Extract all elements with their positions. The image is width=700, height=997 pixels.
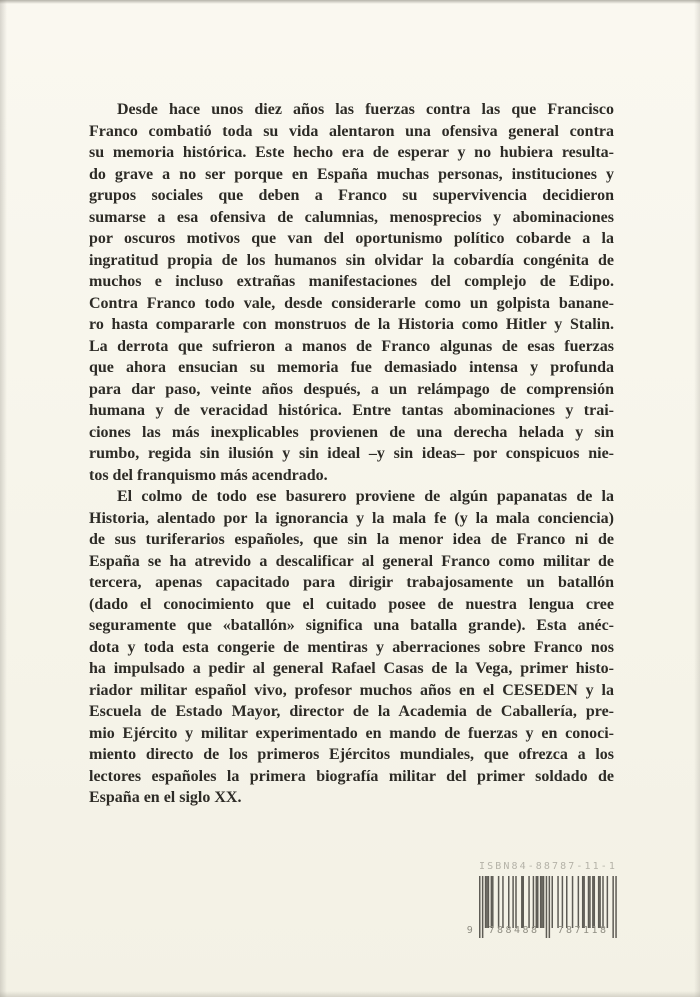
text-line: grupos sociales que deben a Franco su supervivencia decidieron bbox=[89, 187, 614, 204]
text-line: seguramente que «batallón» significa una batalla grande). Esta anéc- bbox=[89, 617, 614, 634]
text-line: sumarse a esa ofensiva de calumnias, menosprecios y abominaciones bbox=[89, 208, 614, 226]
text-line: Contra Franco todo vale, desde considerarle como un golpista banane- bbox=[89, 294, 614, 312]
text-line: Desde hace unos diez años las fuerzas contra las que Francisco bbox=[117, 101, 614, 118]
text-line: ro hasta compararle con monstruos de la Historia como Hitler y Stalin. bbox=[89, 316, 614, 333]
text-line: tercera, apenas capacitado para dirigir trabajosamente un batallón bbox=[89, 574, 614, 591]
text-line: miento directo de los primeros Ejércitos mundiales, que ofrezca a los bbox=[89, 746, 614, 763]
text-line: humana y de veracidad histórica. Entre tantas abominaciones y trai- bbox=[89, 402, 614, 419]
text-line: ha impulsado a pedir al general Rafael Casas de la Vega, primer histo- bbox=[89, 660, 614, 677]
text-line: Historia, alentado por la ignorancia y la mala fe (y la mala conciencia) bbox=[89, 509, 614, 527]
text-line: de sus turiferarios españoles, que sin la menor idea de Franco ni de bbox=[89, 531, 614, 548]
text-line: mio Ejército y militar experimentado en mando de fuerzas y en conoci- bbox=[89, 724, 614, 742]
text-line: rumbo, regida sin ilusión y sin ideal –y sin ideas– por conspicuos nie- bbox=[89, 445, 614, 462]
text-line: muchos e incluso extrañas manifestaciones del complejo de Edipo. bbox=[89, 273, 614, 290]
text-line: lectores españoles la primera biografía militar del primer soldado de bbox=[89, 767, 614, 785]
text-line: Escuela de Estado Mayor, director de la Academia de Caballería, pre- bbox=[89, 703, 614, 720]
text-line: que ahora ensucian su memoria fue demasiado intensa y profunda bbox=[89, 359, 614, 376]
barcode-bars bbox=[466, 876, 617, 938]
text-line: El colmo de todo ese basurero proviene de algún papanatas de la bbox=[117, 488, 614, 505]
barcode-digit-first: 9 bbox=[466, 925, 476, 936]
text-line: por oscuros motivos que van del oportunismo político cobarde a la bbox=[89, 230, 614, 247]
isbn-barcode-block bbox=[466, 861, 619, 938]
text-line: para dar paso, veinte años después, a un relámpago de comprensión bbox=[89, 380, 614, 398]
text-line: riador militar español vivo, profesor muchos años en el CESEDEN y la bbox=[89, 681, 614, 699]
text-line: tos del franquismo más acendrado. bbox=[89, 466, 328, 484]
text-line: dota y toda esta congerie de mentiras y aberraciones sobre Franco nos bbox=[89, 638, 614, 656]
text-line: España en el siglo XX. bbox=[89, 789, 242, 806]
isbn-label: ISBN84-88787-11-1 bbox=[478, 861, 618, 872]
text-line: do grave a no ser porque en España muchas personas, instituciones y bbox=[89, 165, 614, 183]
barcode-digits-left: 788488 bbox=[488, 925, 540, 936]
barcode-digits-right: 787118 bbox=[557, 925, 609, 936]
synopsis-text bbox=[89, 99, 614, 809]
text-line: España se ha atrevido a descalificar al general Franco como militar de bbox=[89, 552, 614, 570]
text-line: (dado el conocimiento que el cuitado posee de nuestra lengua cree bbox=[89, 595, 614, 613]
text-line: La derrota que sufrieron a manos de Franco algunas de esas fuerzas bbox=[89, 337, 614, 355]
text-line: ingratitud propia de los humanos sin olvidar la cobardía congénita de bbox=[89, 251, 614, 269]
text-line: su memoria histórica. Este hecho era de esperar y no hubiera resulta- bbox=[89, 144, 614, 161]
text-line: Franco combatió toda su vida alentaron una ofensiva general contra bbox=[89, 122, 614, 140]
text-line: ciones las más inexplicables provienen de una derecha helada y sin bbox=[89, 423, 614, 441]
